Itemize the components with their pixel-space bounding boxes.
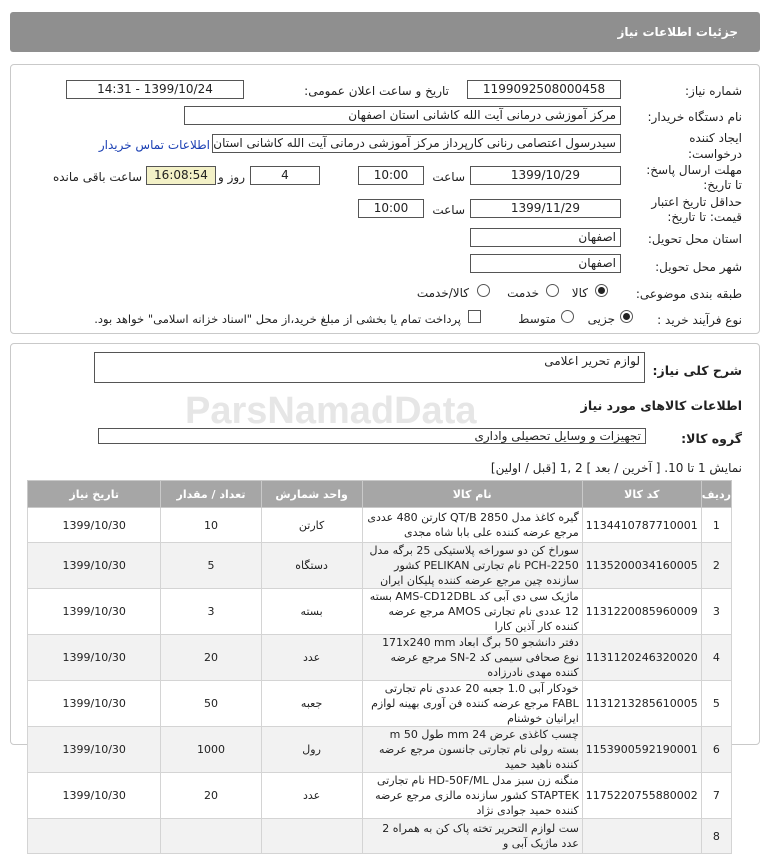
row-code: 1131220085960009 [582, 589, 701, 635]
row-code [582, 819, 701, 854]
deadline-time-label: ساعت [432, 170, 465, 184]
need-number-label: شماره نیاز: [685, 84, 742, 98]
row-unit: بسته [261, 589, 362, 635]
row-index: 7 [701, 773, 731, 819]
row-date: 1399/10/30 [28, 681, 161, 727]
row-index: 4 [701, 635, 731, 681]
row-qty: 3 [161, 589, 261, 635]
creator-label-2: درخواست: [688, 147, 742, 161]
row-date: 1399/10/30 [28, 543, 161, 589]
category-service-radio[interactable] [546, 284, 559, 297]
row-unit: عدد [261, 635, 362, 681]
page-title: جزئیات اطلاعات نیاز [617, 25, 738, 39]
goods-table-wrap [27, 480, 732, 850]
validity-time-label: ساعت [432, 203, 465, 217]
process-medium-radio[interactable] [561, 310, 574, 323]
row-unit: دستگاه [261, 543, 362, 589]
province-label: استان محل تحویل: [647, 232, 742, 246]
row-qty: 10 [161, 508, 261, 543]
row-index: 1 [701, 508, 731, 543]
province-field: اصفهان [470, 228, 621, 247]
category-label: طبقه بندی موضوعی: [635, 287, 742, 301]
table-row[interactable] [28, 819, 732, 854]
watermark-brand-text: ParsNamadData [185, 390, 477, 432]
goods-group-label: گروه کالا: [681, 431, 742, 446]
announce-datetime-field: 1399/10/24 - 14:31 [66, 80, 244, 99]
remaining-time-label: ساعت باقی مانده [52, 170, 142, 184]
col-header-unit: واحد شمارش [261, 481, 362, 508]
row-unit: جعبه [261, 681, 362, 727]
row-date: 1399/10/30 [28, 773, 161, 819]
row-index: 6 [701, 727, 731, 773]
city-label: شهر محل تحویل: [655, 260, 742, 274]
process-medium-label: متوسط [518, 312, 556, 326]
row-name: گیره کاغذ مدل QT/B 2850 کارتن 480 عددی مرجع عرضه کننده علی بابا شاه مجدی [362, 508, 582, 543]
page-header [10, 12, 760, 52]
days-remaining-field: 4 [250, 166, 320, 185]
row-name: ست لوازم التحریر تخته پاک کن به همراه 2 عدد ماژیک آبی و [362, 819, 582, 854]
row-code: 1153900592190001 [582, 727, 701, 773]
col-header-index: ردیف [701, 481, 731, 508]
treasury-payment-note: پرداخت تمام یا بخشی از مبلغ خرید،از محل "اسناد خزانه اسلامی" خواهد بود. [94, 312, 461, 326]
row-qty: 1000 [161, 727, 261, 773]
pagination-text[interactable]: نمایش 1 تا 10. [ آخرین / بعد ] 2 ,1 [قبل / اولین] [490, 461, 742, 475]
treasury-payment-checkbox[interactable] [468, 310, 481, 323]
buyer-contact-link[interactable]: اطلاعات تماس خریدار [98, 138, 210, 152]
row-qty [161, 819, 261, 854]
validity-date-field: 1399/11/29 [470, 199, 621, 218]
category-goods-service-label: کالا/خدمت [416, 286, 469, 300]
col-header-name: نام کالا [362, 481, 582, 508]
creator-label: ایجاد کننده [689, 131, 742, 145]
row-date: 1399/10/30 [28, 635, 161, 681]
row-date [28, 819, 161, 854]
col-header-qty: تعداد / مقدار [161, 481, 261, 508]
row-index: 3 [701, 589, 731, 635]
table-row[interactable] [28, 681, 732, 727]
row-date: 1399/10/30 [28, 727, 161, 773]
table-header-row [28, 481, 732, 508]
table-row[interactable] [28, 727, 732, 773]
row-qty: 20 [161, 773, 261, 819]
announce-label: تاریخ و ساعت اعلان عمومی: [304, 84, 449, 98]
goods-table-body [28, 508, 732, 854]
row-code: 1131120246320020 [582, 635, 701, 681]
row-qty: 5 [161, 543, 261, 589]
row-code: 1134410787710001 [582, 508, 701, 543]
city-field: اصفهان [470, 254, 621, 273]
goods-group-field: تجهیزات و وسایل تحصیلی واداری [98, 428, 646, 444]
deadline-date-field: 1399/10/29 [470, 166, 621, 185]
need-number-field: 1199092508000458 [467, 80, 621, 99]
category-goods-label: کالا [571, 286, 588, 300]
row-code: 1131213285610005 [582, 681, 701, 727]
validity-label: حداقل تاریخ اعتبار [651, 195, 742, 209]
row-index: 2 [701, 543, 731, 589]
description-label: شرح کلی نیاز: [652, 363, 742, 378]
validity-label-2: قیمت: تا تاریخ: [667, 210, 742, 224]
process-minor-label: جزیی [587, 312, 615, 326]
table-row[interactable] [28, 589, 732, 635]
table-row[interactable] [28, 635, 732, 681]
row-name: دفتر دانشجو 50 برگ ابعاد 171x240 mm نوع صحافی سیمی کد SN-2 مرجع عرضه کننده مهدی نادرزاده [362, 635, 582, 681]
row-unit: رول [261, 727, 362, 773]
row-index: 8 [701, 819, 731, 854]
description-field [94, 352, 645, 383]
category-service-label: خدمت [507, 286, 539, 300]
creator-field: سیدرسول اعتصامی رنانی کارپرداز مرکز آموزشی درمانی آیت الله کاشانی استان [212, 134, 621, 153]
table-row[interactable] [28, 773, 732, 819]
col-header-date: تاریخ نیاز [28, 481, 161, 508]
row-date: 1399/10/30 [28, 589, 161, 635]
category-goods-radio[interactable] [595, 284, 608, 297]
row-unit: عدد [261, 773, 362, 819]
table-row[interactable] [28, 508, 732, 543]
buyer-field: مرکز آموزشی درمانی آیت الله کاشانی استان اصفهان [184, 106, 621, 125]
description-text: لوازم تحریر اعلامی [544, 354, 640, 368]
process-label: نوع فرآیند خرید : [657, 313, 742, 327]
row-unit [261, 819, 362, 854]
buyer-label: نام دستگاه خریدار: [647, 110, 742, 124]
deadline-label-2: تا تاریخ: [703, 178, 742, 192]
row-date: 1399/10/30 [28, 508, 161, 543]
row-unit: کارتن [261, 508, 362, 543]
row-name: ماژیک سی دی آبی کد AMS-CD12DBL بسته 12 عددی نام تجارتی AMOS مرجع عرضه کننده کار آذین کارا [362, 589, 582, 635]
goods-info-title: اطلاعات کالاهای مورد نیاز [580, 398, 742, 413]
table-row[interactable] [28, 543, 732, 589]
remaining-time-field: 16:08:54 [146, 166, 216, 185]
row-code: 1175220755880002 [582, 773, 701, 819]
category-goods-service-radio[interactable] [477, 284, 490, 297]
row-qty: 50 [161, 681, 261, 727]
deadline-time-field: 10:00 [358, 166, 424, 185]
deadline-label: مهلت ارسال پاسخ: [646, 163, 742, 177]
row-name: خودکار آبی 1.0 جعبه 20 عددی نام تجارتی FABL مرجع عرضه کننده فن آوری بهینه لوازم ایرانیان خوشنام [362, 681, 582, 727]
row-name: سوراخ کن دو سوراخه پلاستیکی 25 برگه مدل PCH-2250 نام تجارتی PELIKAN کشور سازنده چین مرجع عرضه کننده پلیکان ایران [362, 543, 582, 589]
row-qty: 20 [161, 635, 261, 681]
row-index: 5 [701, 681, 731, 727]
col-header-code: کد کالا [582, 481, 701, 508]
days-label: روز و [218, 170, 245, 184]
goods-table [27, 480, 732, 854]
process-minor-radio[interactable] [620, 310, 633, 323]
validity-time-field: 10:00 [358, 199, 424, 218]
row-name: منگنه زن سبز مدل HD-50F/ML نام تجارتی STAPTEK کشور سازنده مالزی مرجع عرضه کننده حمید جوادی نژاد [362, 773, 582, 819]
row-code: 1135200034160005 [582, 543, 701, 589]
row-name: چسب کاغذی عرض 24 mm طول 50 m بسته رولی نام تجارتی جانسون مرجع عرضه کننده ناهید حمید [362, 727, 582, 773]
